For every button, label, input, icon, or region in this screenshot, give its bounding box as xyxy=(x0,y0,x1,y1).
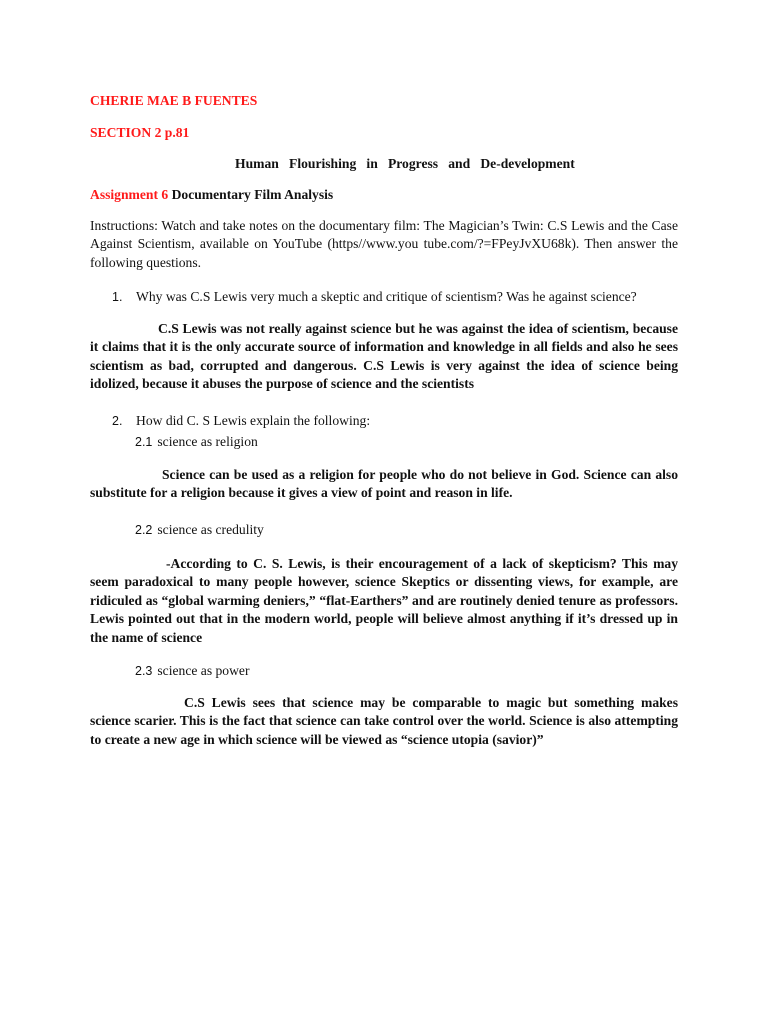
subquestion-2-2-label: science as credulity xyxy=(157,522,264,537)
subquestion-2-1-number: 2.1 xyxy=(135,435,153,449)
answer-1: C.S Lewis was not really against science but he was against the idea of scientism, because it claims that it is the only accurate source of information and knowledge in all fields and also he sees scientism as bad, corrupted and dangerous. C.S Lewis is very against the idea of science being idolized, because it abuses the purpose of science and the scientists xyxy=(90,321,678,392)
answer-2-3: C.S Lewis sees that science may be comparable to magic but something makes science scarier. This is the fact that science can take control over the world. Science is also attempting to create a new age in which science will be viewed as “science utopia (savior)” xyxy=(90,695,678,747)
subquestion-2-3-number: 2.3 xyxy=(135,664,153,678)
assignment-heading xyxy=(90,186,333,204)
answer-2-2: -According to C. S. Lewis, is their encouragement of a lack of skepticism? This may seem paradoxical to many people however, science Skeptics or dissenting views, for example, are ridiculed as “global warming deniers,” “flat-Earthers” and are routinely denied tenure as professors. Lewis pointed out that in the modern world, people will believe almost anything if it’s dressed up in the name of science xyxy=(90,556,678,645)
assignment-label: Assignment 6 xyxy=(90,187,169,202)
question-2-text: How did C. S Lewis explain the following: xyxy=(136,413,371,428)
question-1-number: 1. xyxy=(112,290,123,304)
subquestion-2-2-number: 2.2 xyxy=(135,523,153,537)
subquestion-2-3-label: science as power xyxy=(157,663,250,678)
assignment-title: Documentary Film Analysis xyxy=(171,187,334,202)
student-name: CHERIE MAE B FUENTES xyxy=(90,93,258,108)
question-2 xyxy=(90,412,678,432)
question-1 xyxy=(90,288,678,308)
answer-2-1: Science can be used as a religion for people who do not believe in God. Science can also substitute for a religion because it gives a view of point and reason in life. xyxy=(90,467,678,501)
subquestion-2-1 xyxy=(135,433,258,451)
question-2-number: 2. xyxy=(112,414,123,428)
subquestion-2-2 xyxy=(135,521,264,539)
document-title: Human Flourishing in Progress and De-development xyxy=(235,156,575,171)
subquestion-2-3 xyxy=(135,662,249,680)
subquestion-2-1-label: science as religion xyxy=(157,434,258,449)
instructions-paragraph: Instructions: Watch and take notes on the documentary film: The Magician’s Twin: C.S Lewis and the Case Against Scientism, available on YouTube (https//www.you tube.com/?=FPeyJvXU68k). Then answer the following questions. xyxy=(90,218,678,270)
question-1-text: Why was C.S Lewis very much a skeptic and critique of scientism? Was he against science? xyxy=(136,289,637,304)
section-label: SECTION 2 p.81 xyxy=(90,125,190,140)
